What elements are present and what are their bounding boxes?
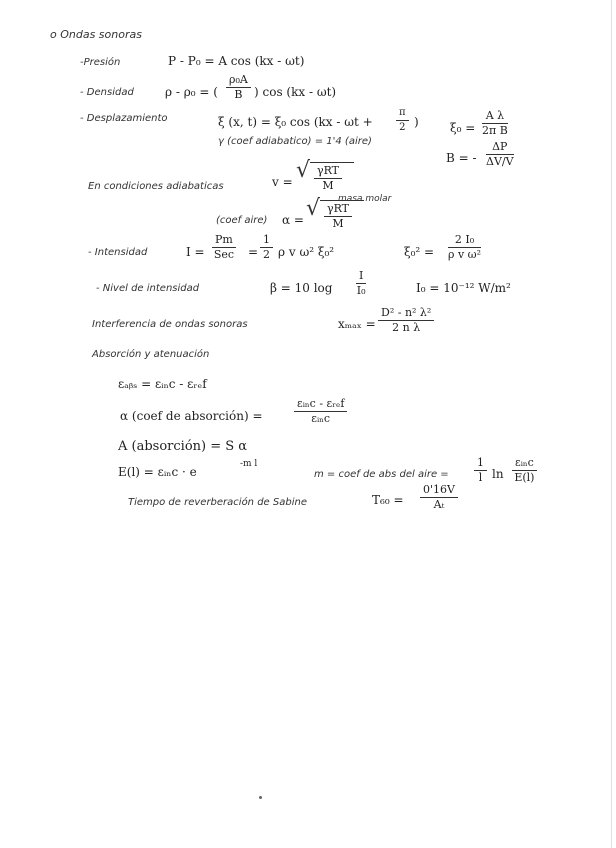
page-mark bbox=[259, 796, 262, 799]
t60-eq-left: T₆₀ = bbox=[372, 493, 404, 507]
alpha-frac-den: M bbox=[332, 217, 344, 230]
xi0sq-frac-num: 2 I₀ bbox=[448, 234, 481, 248]
b-frac-den: ΔV/V bbox=[486, 155, 514, 168]
nivel-frac-num: I bbox=[356, 270, 366, 284]
t60-fraction bbox=[420, 484, 458, 511]
intensidad-eq-right: ρ v ω² ξ₀² bbox=[278, 245, 335, 259]
b-eq-left: B = - bbox=[446, 151, 477, 165]
densidad-eq-right: ) cos (kx - ωt) bbox=[254, 85, 337, 99]
el-exponent: -m l bbox=[240, 459, 258, 469]
alpha-sqrt-bar bbox=[320, 200, 364, 201]
interferencia-frac-den: 2 n λ bbox=[392, 321, 421, 334]
alpha-label: (coef aire) bbox=[216, 215, 268, 226]
xi0sq-eq-left: ξ₀² = bbox=[404, 245, 435, 259]
el-equation: E(l) = εᵢₙc · e bbox=[118, 465, 197, 479]
alpha-abs-eq-left: α (coef de absorción) = bbox=[120, 409, 263, 423]
intensidad-frac1-den: Sec bbox=[213, 248, 235, 261]
densidad-eq-left: ρ - ρ₀ = ( bbox=[165, 85, 218, 99]
area-equation: A (absorción) = S α bbox=[118, 439, 248, 454]
t60-frac-den: Aₜ bbox=[433, 498, 445, 511]
m-eq-left: m = coef de abs del aire = bbox=[314, 469, 449, 480]
desplazamiento-label: - Desplazamiento bbox=[80, 113, 168, 124]
xi0-eq-left: ξ₀ = bbox=[450, 121, 476, 135]
nivel-fraction bbox=[356, 270, 366, 297]
desplazamiento-eq1-frac-num: π bbox=[396, 107, 409, 121]
interferencia-label: Interferencia de ondas sonoras bbox=[92, 319, 248, 330]
xi0-frac-den: 2π B bbox=[482, 124, 508, 137]
intensidad-eq-left: I = bbox=[186, 245, 205, 259]
intensidad-frac1-num: Pm bbox=[212, 234, 236, 248]
m-ln-fraction bbox=[512, 457, 537, 484]
tiempo-label: Tiempo de reverberación de Sabine bbox=[128, 497, 307, 508]
adiabaticas-frac-den: M bbox=[322, 179, 334, 192]
interferencia-frac-num: D² - n² λ² bbox=[378, 307, 434, 321]
desplazamiento-eq1-frac bbox=[396, 107, 409, 134]
presion-equation: P - P₀ = A cos (kx - ωt) bbox=[168, 54, 305, 68]
intensidad-frac2 bbox=[260, 234, 273, 261]
adiabaticas-frac-num: γRT bbox=[314, 165, 342, 179]
presion-label: -Presión bbox=[80, 57, 121, 68]
absorcion-heading: Absorción y atenuación bbox=[92, 349, 210, 360]
b-fraction bbox=[486, 141, 514, 168]
desplazamiento-eq1: ξ (x, t) = ξ₀ cos (kx - ωt + bbox=[218, 115, 373, 129]
m-ln: ln bbox=[492, 467, 504, 481]
desplazamiento-eq2: γ (coef adiabatico) = 1'4 (aire) bbox=[218, 136, 372, 147]
m-ln-frac-den: E(l) bbox=[514, 471, 535, 484]
alpha-abs-fraction bbox=[294, 398, 347, 425]
adiabaticas-fraction bbox=[314, 165, 342, 192]
nivel-frac-den: I₀ bbox=[356, 284, 366, 297]
densidad-frac-den: B bbox=[234, 88, 243, 101]
adiabaticas-label: En condiciones adiabaticas bbox=[88, 181, 224, 192]
alpha-frac-num: γRT bbox=[324, 203, 352, 217]
xi0sq-fraction bbox=[448, 234, 481, 261]
sqrt-symbol: √ bbox=[296, 158, 311, 183]
intensidad-frac2-den: 2 bbox=[263, 248, 270, 261]
alpha-abs-frac-den: εᵢₙc bbox=[311, 412, 331, 425]
densidad-fraction bbox=[226, 74, 251, 101]
section-title: o Ondas sonoras bbox=[50, 28, 142, 41]
desplazamiento-eq1-frac-den: 2 bbox=[399, 122, 406, 133]
alpha-abs-frac-num: εᵢₙc - εᵣₑf bbox=[294, 398, 347, 412]
adiabaticas-eq-left: v = bbox=[272, 175, 293, 189]
xi0-fraction bbox=[482, 110, 508, 137]
intensidad-frac1 bbox=[212, 234, 236, 261]
nivel-eq-left: β = 10 log bbox=[270, 281, 333, 295]
i0-value: I₀ = 10⁻¹² W/m² bbox=[416, 281, 511, 295]
densidad-label: - Densidad bbox=[80, 87, 134, 98]
alpha-fraction bbox=[324, 203, 352, 230]
interferencia-eq-left: xₘₐₓ = bbox=[338, 317, 376, 331]
nivel-label: - Nivel de intensidad bbox=[96, 283, 200, 294]
intensidad-frac2-num: 1 bbox=[260, 234, 273, 248]
m-frac-num: 1 bbox=[474, 457, 487, 471]
m-frac-den: l bbox=[478, 471, 483, 484]
intensidad-label: - Intensidad bbox=[88, 247, 148, 258]
b-frac-num: ΔP bbox=[486, 141, 514, 155]
m-fraction bbox=[474, 457, 487, 484]
intensidad-eq-mid: = bbox=[248, 245, 259, 259]
alpha-eq-left: α = bbox=[282, 213, 304, 227]
sqrt-bar bbox=[310, 162, 354, 163]
desplazamiento-eq1-close: ) bbox=[414, 115, 419, 129]
t60-frac-num: 0'16V bbox=[420, 484, 458, 498]
m-ln-frac-num: εᵢₙc bbox=[512, 457, 537, 471]
page-edge bbox=[611, 0, 612, 848]
masa-molar-note: masa molar bbox=[338, 194, 392, 204]
alpha-sqrt-symbol: √ bbox=[306, 196, 321, 221]
densidad-frac-num: ρ₀A bbox=[226, 74, 251, 88]
xi0-frac-num: A λ bbox=[482, 110, 508, 124]
eabs-equation: εₐᵦₛ = εᵢₙc - εᵣₑf bbox=[118, 377, 207, 391]
interferencia-fraction bbox=[378, 307, 434, 334]
xi0sq-frac-den: ρ v ω² bbox=[448, 248, 482, 261]
